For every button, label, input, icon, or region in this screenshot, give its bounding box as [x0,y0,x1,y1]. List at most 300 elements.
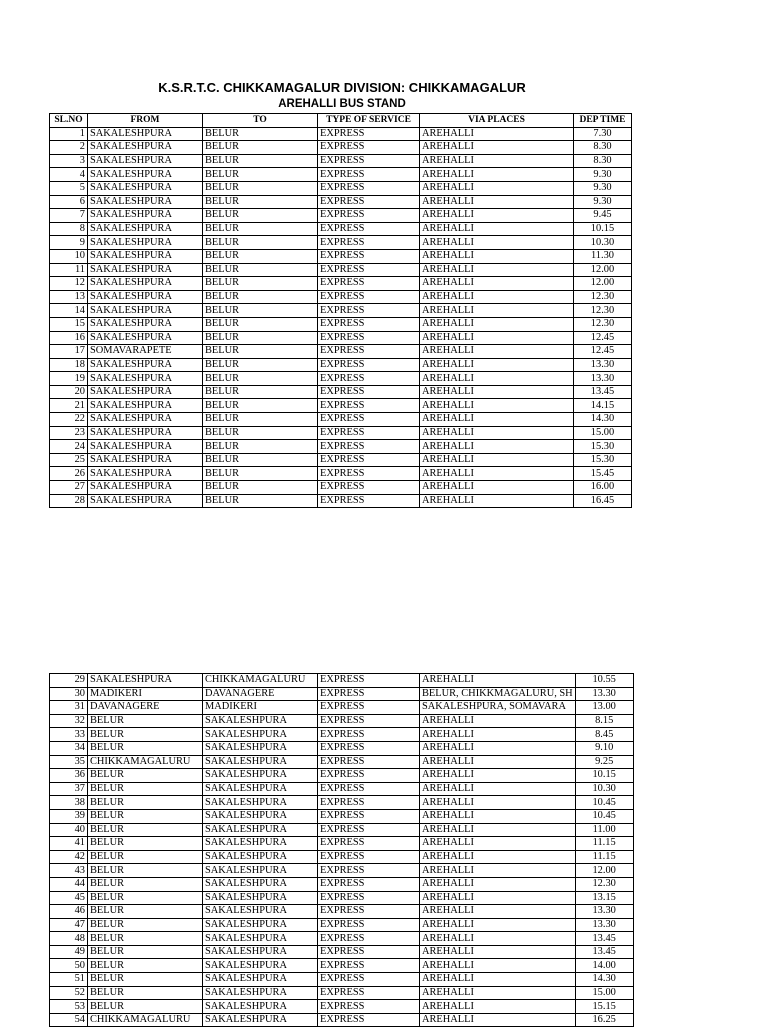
cell-from: SAKALESHPURA [88,331,203,345]
cell-sl-no: 20 [50,385,88,399]
cell-type-of-service: EXPRESS [318,481,420,495]
cell-via-places: AREHALLI [420,782,576,796]
cell-from: SAKALESHPURA [88,209,203,223]
cell-type-of-service: EXPRESS [318,127,420,141]
cell-type-of-service: EXPRESS [318,440,420,454]
cell-from: BELUR [88,864,203,878]
cell-sl-no: 32 [50,714,88,728]
cell-to: BELUR [203,345,318,359]
cell-from: SAKALESHPURA [88,236,203,250]
table-row [50,905,634,919]
cell-from: BELUR [88,905,203,919]
cell-to: BELUR [203,413,318,427]
cell-from: BELUR [88,986,203,1000]
cell-from: BELUR [88,918,203,932]
cell-to: BELUR [203,277,318,291]
table-row [50,932,634,946]
cell-sl-no: 44 [50,877,88,891]
cell-dep-time: 12.30 [575,877,633,891]
cell-dep-time: 13.45 [575,945,633,959]
cell-via-places: AREHALLI [420,1000,576,1014]
cell-type-of-service: EXPRESS [318,973,420,987]
cell-via-places: AREHALLI [420,973,576,987]
cell-sl-no: 26 [50,467,88,481]
cell-type-of-service: EXPRESS [318,331,420,345]
cell-to: SAKALESHPURA [203,837,318,851]
cell-sl-no: 11 [50,263,88,277]
cell-to: SAKALESHPURA [203,714,318,728]
table-row [50,494,632,508]
cell-to: BELUR [203,236,318,250]
cell-via-places: AREHALLI [420,837,576,851]
cell-type-of-service: EXPRESS [318,290,420,304]
cell-via-places: AREHALLI [420,959,576,973]
cell-via-places: AREHALLI [420,728,576,742]
cell-dep-time: 8.30 [574,141,632,155]
cell-type-of-service: EXPRESS [318,837,420,851]
cell-from: MADIKERI [88,687,203,701]
cell-to: SAKALESHPURA [203,932,318,946]
cell-sl-no: 7 [50,209,88,223]
cell-from: CHIKKAMAGALURU [88,1013,203,1027]
cell-dep-time: 12.45 [574,345,632,359]
cell-to: SAKALESHPURA [203,823,318,837]
schedule-table-2 [49,673,634,1027]
cell-dep-time: 8.30 [574,154,632,168]
cell-dep-time: 9.30 [574,168,632,182]
cell-to: SAKALESHPURA [203,796,318,810]
cell-from: SAKALESHPURA [88,399,203,413]
cell-to: SAKALESHPURA [203,850,318,864]
cell-via-places: AREHALLI [420,345,574,359]
cell-via-places: AREHALLI [420,331,574,345]
cell-via-places: BELUR, CHIKKMAGALURU, SH [420,687,576,701]
document-title: K.S.R.T.C. CHIKKAMAGALUR DIVISION: CHIKKAMAGALUR [158,80,526,95]
cell-from: SAKALESHPURA [88,195,203,209]
cell-via-places: AREHALLI [420,249,574,263]
cell-sl-no: 39 [50,809,88,823]
table-row [50,141,632,155]
cell-sl-no: 46 [50,905,88,919]
cell-via-places: AREHALLI [420,674,576,688]
cell-sl-no: 51 [50,973,88,987]
cell-from: BELUR [88,796,203,810]
table-row [50,222,632,236]
table-row [50,959,634,973]
cell-via-places: AREHALLI [420,385,574,399]
cell-type-of-service: EXPRESS [318,209,420,223]
cell-via-places: AREHALLI [420,850,576,864]
header-type-of-service: TYPE OF SERVICE [318,114,420,128]
cell-type-of-service: EXPRESS [318,154,420,168]
cell-via-places: AREHALLI [420,181,574,195]
cell-dep-time: 13.30 [575,687,633,701]
cell-to: SAKALESHPURA [203,905,318,919]
cell-to: SAKALESHPURA [203,809,318,823]
table-row [50,769,634,783]
cell-dep-time: 10.45 [575,796,633,810]
cell-from: SAKALESHPURA [88,127,203,141]
cell-from: BELUR [88,932,203,946]
cell-dep-time: 11.15 [575,850,633,864]
cell-sl-no: 13 [50,290,88,304]
table-row [50,823,634,837]
cell-dep-time: 8.15 [575,714,633,728]
cell-type-of-service: EXPRESS [318,850,420,864]
table-row [50,453,632,467]
table-row [50,809,634,823]
cell-dep-time: 10.15 [574,222,632,236]
cell-dep-time: 12.30 [574,304,632,318]
cell-type-of-service: EXPRESS [318,728,420,742]
cell-from: SAKALESHPURA [88,141,203,155]
cell-dep-time: 13.30 [574,372,632,386]
cell-from: BELUR [88,741,203,755]
cell-type-of-service: EXPRESS [318,467,420,481]
table-row [50,413,632,427]
cell-dep-time: 10.55 [575,674,633,688]
table-row [50,317,632,331]
table-row [50,918,634,932]
cell-dep-time: 10.45 [575,809,633,823]
cell-dep-time: 15.00 [575,986,633,1000]
cell-type-of-service: EXPRESS [318,959,420,973]
cell-type-of-service: EXPRESS [318,823,420,837]
cell-type-of-service: EXPRESS [318,358,420,372]
cell-from: BELUR [88,973,203,987]
table-row [50,741,634,755]
cell-via-places: AREHALLI [420,932,576,946]
header-via-places: VIA PLACES [420,114,574,128]
header-sl-no: SL.NO [50,114,88,128]
cell-from: SAKALESHPURA [88,277,203,291]
cell-type-of-service: EXPRESS [318,345,420,359]
table-row [50,277,632,291]
cell-dep-time: 15.30 [574,440,632,454]
cell-type-of-service: EXPRESS [318,891,420,905]
cell-from: SAKALESHPURA [88,467,203,481]
cell-to: MADIKERI [203,701,318,715]
cell-dep-time: 12.00 [575,864,633,878]
cell-to: CHIKKAMAGALURU [203,674,318,688]
table-row [50,209,632,223]
cell-to: BELUR [203,467,318,481]
table-row [50,837,634,851]
schedule-table-1 [49,113,632,508]
cell-dep-time: 14.30 [575,973,633,987]
cell-type-of-service: EXPRESS [318,1013,420,1027]
cell-dep-time: 15.00 [574,426,632,440]
cell-sl-no: 42 [50,850,88,864]
cell-to: BELUR [203,222,318,236]
cell-dep-time: 13.30 [575,918,633,932]
table-row [50,891,634,905]
cell-type-of-service: EXPRESS [318,782,420,796]
cell-dep-time: 12.45 [574,331,632,345]
cell-to: SAKALESHPURA [203,864,318,878]
cell-to: BELUR [203,127,318,141]
cell-from: SAKALESHPURA [88,249,203,263]
cell-to: SAKALESHPURA [203,728,318,742]
cell-sl-no: 10 [50,249,88,263]
cell-dep-time: 10.30 [575,782,633,796]
cell-via-places: AREHALLI [420,317,574,331]
cell-from: BELUR [88,877,203,891]
cell-type-of-service: EXPRESS [318,453,420,467]
cell-dep-time: 12.00 [574,277,632,291]
cell-type-of-service: EXPRESS [318,877,420,891]
cell-sl-no: 8 [50,222,88,236]
cell-dep-time: 12.00 [574,263,632,277]
table-row [50,481,632,495]
cell-type-of-service: EXPRESS [318,181,420,195]
cell-sl-no: 35 [50,755,88,769]
header-dep-time: DEP TIME [574,114,632,128]
cell-dep-time: 14.15 [574,399,632,413]
cell-dep-time: 15.30 [574,453,632,467]
cell-from: SAKALESHPURA [88,674,203,688]
cell-via-places: AREHALLI [420,236,574,250]
cell-sl-no: 53 [50,1000,88,1014]
cell-via-places: AREHALLI [420,263,574,277]
cell-type-of-service: EXPRESS [318,372,420,386]
cell-type-of-service: EXPRESS [318,687,420,701]
cell-to: SAKALESHPURA [203,741,318,755]
cell-dep-time: 16.00 [574,481,632,495]
cell-type-of-service: EXPRESS [318,674,420,688]
cell-from: SOMAVARAPETE [88,345,203,359]
cell-dep-time: 8.45 [575,728,633,742]
cell-to: SAKALESHPURA [203,877,318,891]
cell-type-of-service: EXPRESS [318,385,420,399]
cell-via-places: AREHALLI [420,413,574,427]
cell-via-places: AREHALLI [420,304,574,318]
table-row [50,714,634,728]
cell-to: BELUR [203,209,318,223]
table-row [50,986,634,1000]
cell-to: BELUR [203,399,318,413]
cell-type-of-service: EXPRESS [318,945,420,959]
cell-dep-time: 12.30 [574,290,632,304]
cell-via-places: AREHALLI [420,453,574,467]
cell-via-places: AREHALLI [420,127,574,141]
cell-via-places: AREHALLI [420,809,576,823]
cell-to: SAKALESHPURA [203,1013,318,1027]
cell-from: SAKALESHPURA [88,440,203,454]
cell-sl-no: 12 [50,277,88,291]
cell-from: SAKALESHPURA [88,263,203,277]
table-row [50,755,634,769]
cell-type-of-service: EXPRESS [318,399,420,413]
cell-to: DAVANAGERE [203,687,318,701]
cell-sl-no: 3 [50,154,88,168]
cell-via-places: AREHALLI [420,440,574,454]
table-row [50,973,634,987]
cell-type-of-service: EXPRESS [318,741,420,755]
cell-from: BELUR [88,769,203,783]
cell-dep-time: 10.15 [575,769,633,783]
cell-sl-no: 24 [50,440,88,454]
cell-via-places: AREHALLI [420,823,576,837]
cell-via-places: AREHALLI [420,195,574,209]
cell-via-places: AREHALLI [420,222,574,236]
cell-via-places: AREHALLI [420,864,576,878]
cell-sl-no: 31 [50,701,88,715]
cell-type-of-service: EXPRESS [318,249,420,263]
cell-to: BELUR [203,426,318,440]
cell-via-places: AREHALLI [420,209,574,223]
cell-to: BELUR [203,372,318,386]
cell-dep-time: 16.25 [575,1013,633,1027]
cell-sl-no: 40 [50,823,88,837]
cell-dep-time: 9.45 [574,209,632,223]
table-row [50,154,632,168]
cell-from: BELUR [88,728,203,742]
cell-to: BELUR [203,331,318,345]
cell-dep-time: 15.45 [574,467,632,481]
cell-to: SAKALESHPURA [203,973,318,987]
cell-to: BELUR [203,181,318,195]
cell-to: BELUR [203,494,318,508]
cell-via-places: AREHALLI [420,714,576,728]
cell-to: SAKALESHPURA [203,891,318,905]
cell-type-of-service: EXPRESS [318,222,420,236]
cell-dep-time: 9.25 [575,755,633,769]
cell-from: BELUR [88,809,203,823]
cell-via-places: AREHALLI [420,277,574,291]
cell-to: BELUR [203,481,318,495]
cell-sl-no: 49 [50,945,88,959]
cell-via-places: AREHALLI [420,358,574,372]
cell-via-places: AREHALLI [420,796,576,810]
cell-sl-no: 17 [50,345,88,359]
cell-from: SAKALESHPURA [88,358,203,372]
cell-sl-no: 16 [50,331,88,345]
table-row [50,345,632,359]
cell-to: BELUR [203,249,318,263]
table-row [50,304,632,318]
header-to: TO [203,114,318,128]
cell-from: SAKALESHPURA [88,372,203,386]
table-row [50,701,634,715]
cell-dep-time: 15.15 [575,1000,633,1014]
cell-type-of-service: EXPRESS [318,168,420,182]
cell-from: BELUR [88,823,203,837]
cell-sl-no: 22 [50,413,88,427]
cell-sl-no: 47 [50,918,88,932]
table-row [50,877,634,891]
cell-dep-time: 11.15 [575,837,633,851]
table-row [50,385,632,399]
cell-type-of-service: EXPRESS [318,714,420,728]
cell-type-of-service: EXPRESS [318,236,420,250]
cell-to: SAKALESHPURA [203,945,318,959]
cell-dep-time: 9.30 [574,181,632,195]
cell-to: BELUR [203,290,318,304]
cell-dep-time: 13.30 [575,905,633,919]
table-row [50,426,632,440]
cell-to: BELUR [203,141,318,155]
table-row [50,728,634,742]
cell-sl-no: 43 [50,864,88,878]
cell-to: SAKALESHPURA [203,959,318,973]
table-row [50,127,632,141]
cell-sl-no: 27 [50,481,88,495]
cell-to: SAKALESHPURA [203,986,318,1000]
cell-from: SAKALESHPURA [88,413,203,427]
cell-dep-time: 13.45 [574,385,632,399]
cell-to: BELUR [203,263,318,277]
cell-sl-no: 2 [50,141,88,155]
cell-sl-no: 48 [50,932,88,946]
table-row [50,864,634,878]
cell-to: BELUR [203,154,318,168]
cell-sl-no: 45 [50,891,88,905]
cell-sl-no: 29 [50,674,88,688]
cell-sl-no: 14 [50,304,88,318]
table-row [50,195,632,209]
cell-from: SAKALESHPURA [88,453,203,467]
cell-dep-time: 11.00 [575,823,633,837]
cell-dep-time: 12.30 [574,317,632,331]
cell-sl-no: 5 [50,181,88,195]
cell-sl-no: 28 [50,494,88,508]
cell-via-places: AREHALLI [420,481,574,495]
cell-type-of-service: EXPRESS [318,277,420,291]
cell-sl-no: 15 [50,317,88,331]
table-row [50,850,634,864]
cell-via-places: AREHALLI [420,372,574,386]
cell-dep-time: 14.00 [575,959,633,973]
table-row [50,399,632,413]
cell-from: SAKALESHPURA [88,304,203,318]
cell-via-places: AREHALLI [420,769,576,783]
cell-sl-no: 25 [50,453,88,467]
cell-via-places: AREHALLI [420,494,574,508]
cell-sl-no: 21 [50,399,88,413]
cell-type-of-service: EXPRESS [318,304,420,318]
cell-via-places: AREHALLI [420,877,576,891]
cell-from: SAKALESHPURA [88,426,203,440]
cell-via-places: SAKALESHPURA, SOMAVARA [420,701,576,715]
document-subtitle: AREHALLI BUS STAND [278,98,406,110]
cell-type-of-service: EXPRESS [318,317,420,331]
table-row [50,782,634,796]
cell-via-places: AREHALLI [420,986,576,1000]
cell-sl-no: 9 [50,236,88,250]
cell-via-places: AREHALLI [420,290,574,304]
cell-sl-no: 37 [50,782,88,796]
cell-to: SAKALESHPURA [203,769,318,783]
cell-type-of-service: EXPRESS [318,769,420,783]
cell-sl-no: 30 [50,687,88,701]
cell-type-of-service: EXPRESS [318,986,420,1000]
cell-to: BELUR [203,317,318,331]
cell-from: BELUR [88,837,203,851]
cell-via-places: AREHALLI [420,399,574,413]
cell-via-places: AREHALLI [420,918,576,932]
cell-from: BELUR [88,891,203,905]
cell-via-places: AREHALLI [420,154,574,168]
table-row [50,796,634,810]
cell-type-of-service: EXPRESS [318,864,420,878]
table-row [50,945,634,959]
table-row [50,467,632,481]
cell-sl-no: 1 [50,127,88,141]
cell-dep-time: 11.30 [574,249,632,263]
cell-from: DAVANAGERE [88,701,203,715]
cell-dep-time: 10.30 [574,236,632,250]
